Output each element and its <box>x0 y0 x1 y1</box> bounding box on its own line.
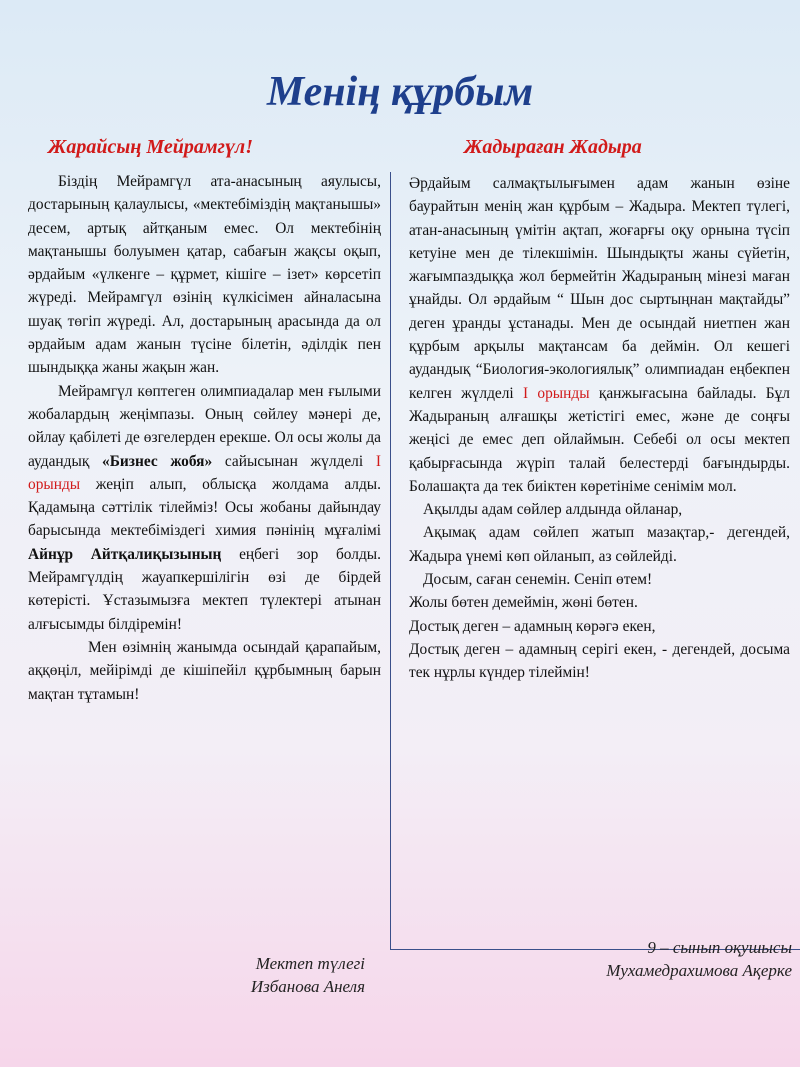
right-signature-role: 9 – сынып оқушысы <box>647 938 792 957</box>
right-heading: Жадыраған Жадыра <box>464 136 642 158</box>
right-poem-line-4: Достық деген – адамның серігі екен, - дегендей, досыма тек нұрлы күндер тілеймін! <box>409 640 790 682</box>
left-article <box>28 170 381 706</box>
left-signature-role: Мектеп түлегі <box>255 954 365 973</box>
right-paragraph-1 <box>409 172 790 498</box>
divider-line <box>390 172 391 950</box>
right-article <box>409 172 790 685</box>
place-highlight: I орынды <box>28 452 381 493</box>
left-paragraph-1: Біздің Мейрамгүл ата-анасының аяулысы, достарының қалаулысы, «мектебіміздің мақтанышы» десем, артық айтқаным емес. Ол мектебінің мақтанышы болуымен қатар, сабағын жақсы оқып, әрдайым «үлкенге – құрмет, кішіге – ізет» көрсетіп жүреді. Мейрамгүл өзінің күлкісімен айналасына шуақ төгіп жүреді. Ал, достарының арасында да ол әрдайым адам жанын түсіне білетін, әділдік пен шындыққа жаны жақын жан. <box>28 173 381 377</box>
text-run: еңбегі зор болды. Мейрамгүлдің жауапкершілігін өзі де бірдей көтерісті. Ұстазымызға мектеп түлектері атынан алғысымды білдіремін! <box>28 545 381 633</box>
right-signature-name: Мухамедрахимова Ақерке <box>606 961 792 980</box>
left-paragraph-3: Мен өзімнің жанымда осындай қарапайым, аққөңіл, мейірімді де кішіпейіл құрбымның барын мақтан тұтамын! <box>28 638 381 703</box>
right-poem-line-3: Достық деген – адамның көрәгә екен, <box>409 617 656 635</box>
text-run: қанжығасына байлады. Бұл Жадыраның алғашқы жетістігі емес, және де соңғы жеңісі де емес деп ойлаймын. Себебі ол осы мектеп қабырғасында жүріп талай белестерді бағындырды. Болашақта да тек биіктен көретініме сенімім мол. <box>409 384 790 495</box>
right-poem-line-1: Досым, саған сенемін. Сеніп өтем! <box>423 571 653 589</box>
left-paragraph-2 <box>28 380 381 636</box>
right-paragraph-2: Ақылды адам сөйлер алдында ойланар, <box>423 501 683 519</box>
left-signature <box>150 952 365 998</box>
right-poem-line-2: Жолы бөтен демеймін, жөні бөтен. <box>409 594 638 612</box>
place-highlight: І орынды <box>523 384 590 402</box>
text-run: Мейрамгүл көптеген олимпиадалар мен ғылыми жобалардың жеңімпазы. Оның сөйлеу мәнері де, ойлау қабілеті де өзгелерден ерекше. Ол осы жолы да аудандық <box>28 382 381 470</box>
project-name: «Бизнес жобя» <box>102 452 213 470</box>
text-run: жеңіп алып, облысқа жолдама алды. Қадамыңа сәттілік тілейміз! Осы жобаны дайындау барысында мектебіміздегі химия пәнінің мұғалімі <box>28 475 381 540</box>
page-title: Менің құрбым <box>266 69 534 115</box>
text-run: сайысынан жүлделі <box>212 452 376 470</box>
text-run: Әрдайым салмақтылығымен адам жанын өзіне баурайтын менің жан құрбым – Жадыра. Мектеп түлегі, атан-анасының үмітін ақтап, жоғарғы оқу орнына түсіп кетуіне мен де тілекшімін. Шындықты жаны сүйетін, жағымпаздыққа жол бермейтін Жадыраның мінезі маған ұнайды. Ол әрдайым “ Шын дос сыртыңнан мақтайды” деген ұранды ұстанады. Мен де осындай ниетпен жан құрбым арқылы мақтансам ба деймін. Ол кешегі аудандық “Биология-экологиялық” олимпиадан еңбекпен келген жүлделі <box>409 175 790 402</box>
left-heading: Жарайсың Мейрамгүл! <box>48 136 253 158</box>
teacher-name: Айнұр Айтқалиқызының <box>28 545 222 563</box>
right-paragraph-3: Ақымақ адам сөйлеп жатып мазақтар,- дегендей, Жадыра үнемі көп ойланып, аз сөйлейді. <box>409 524 790 565</box>
left-signature-name: Избанова Анеля <box>250 977 365 996</box>
right-signature <box>470 936 792 982</box>
